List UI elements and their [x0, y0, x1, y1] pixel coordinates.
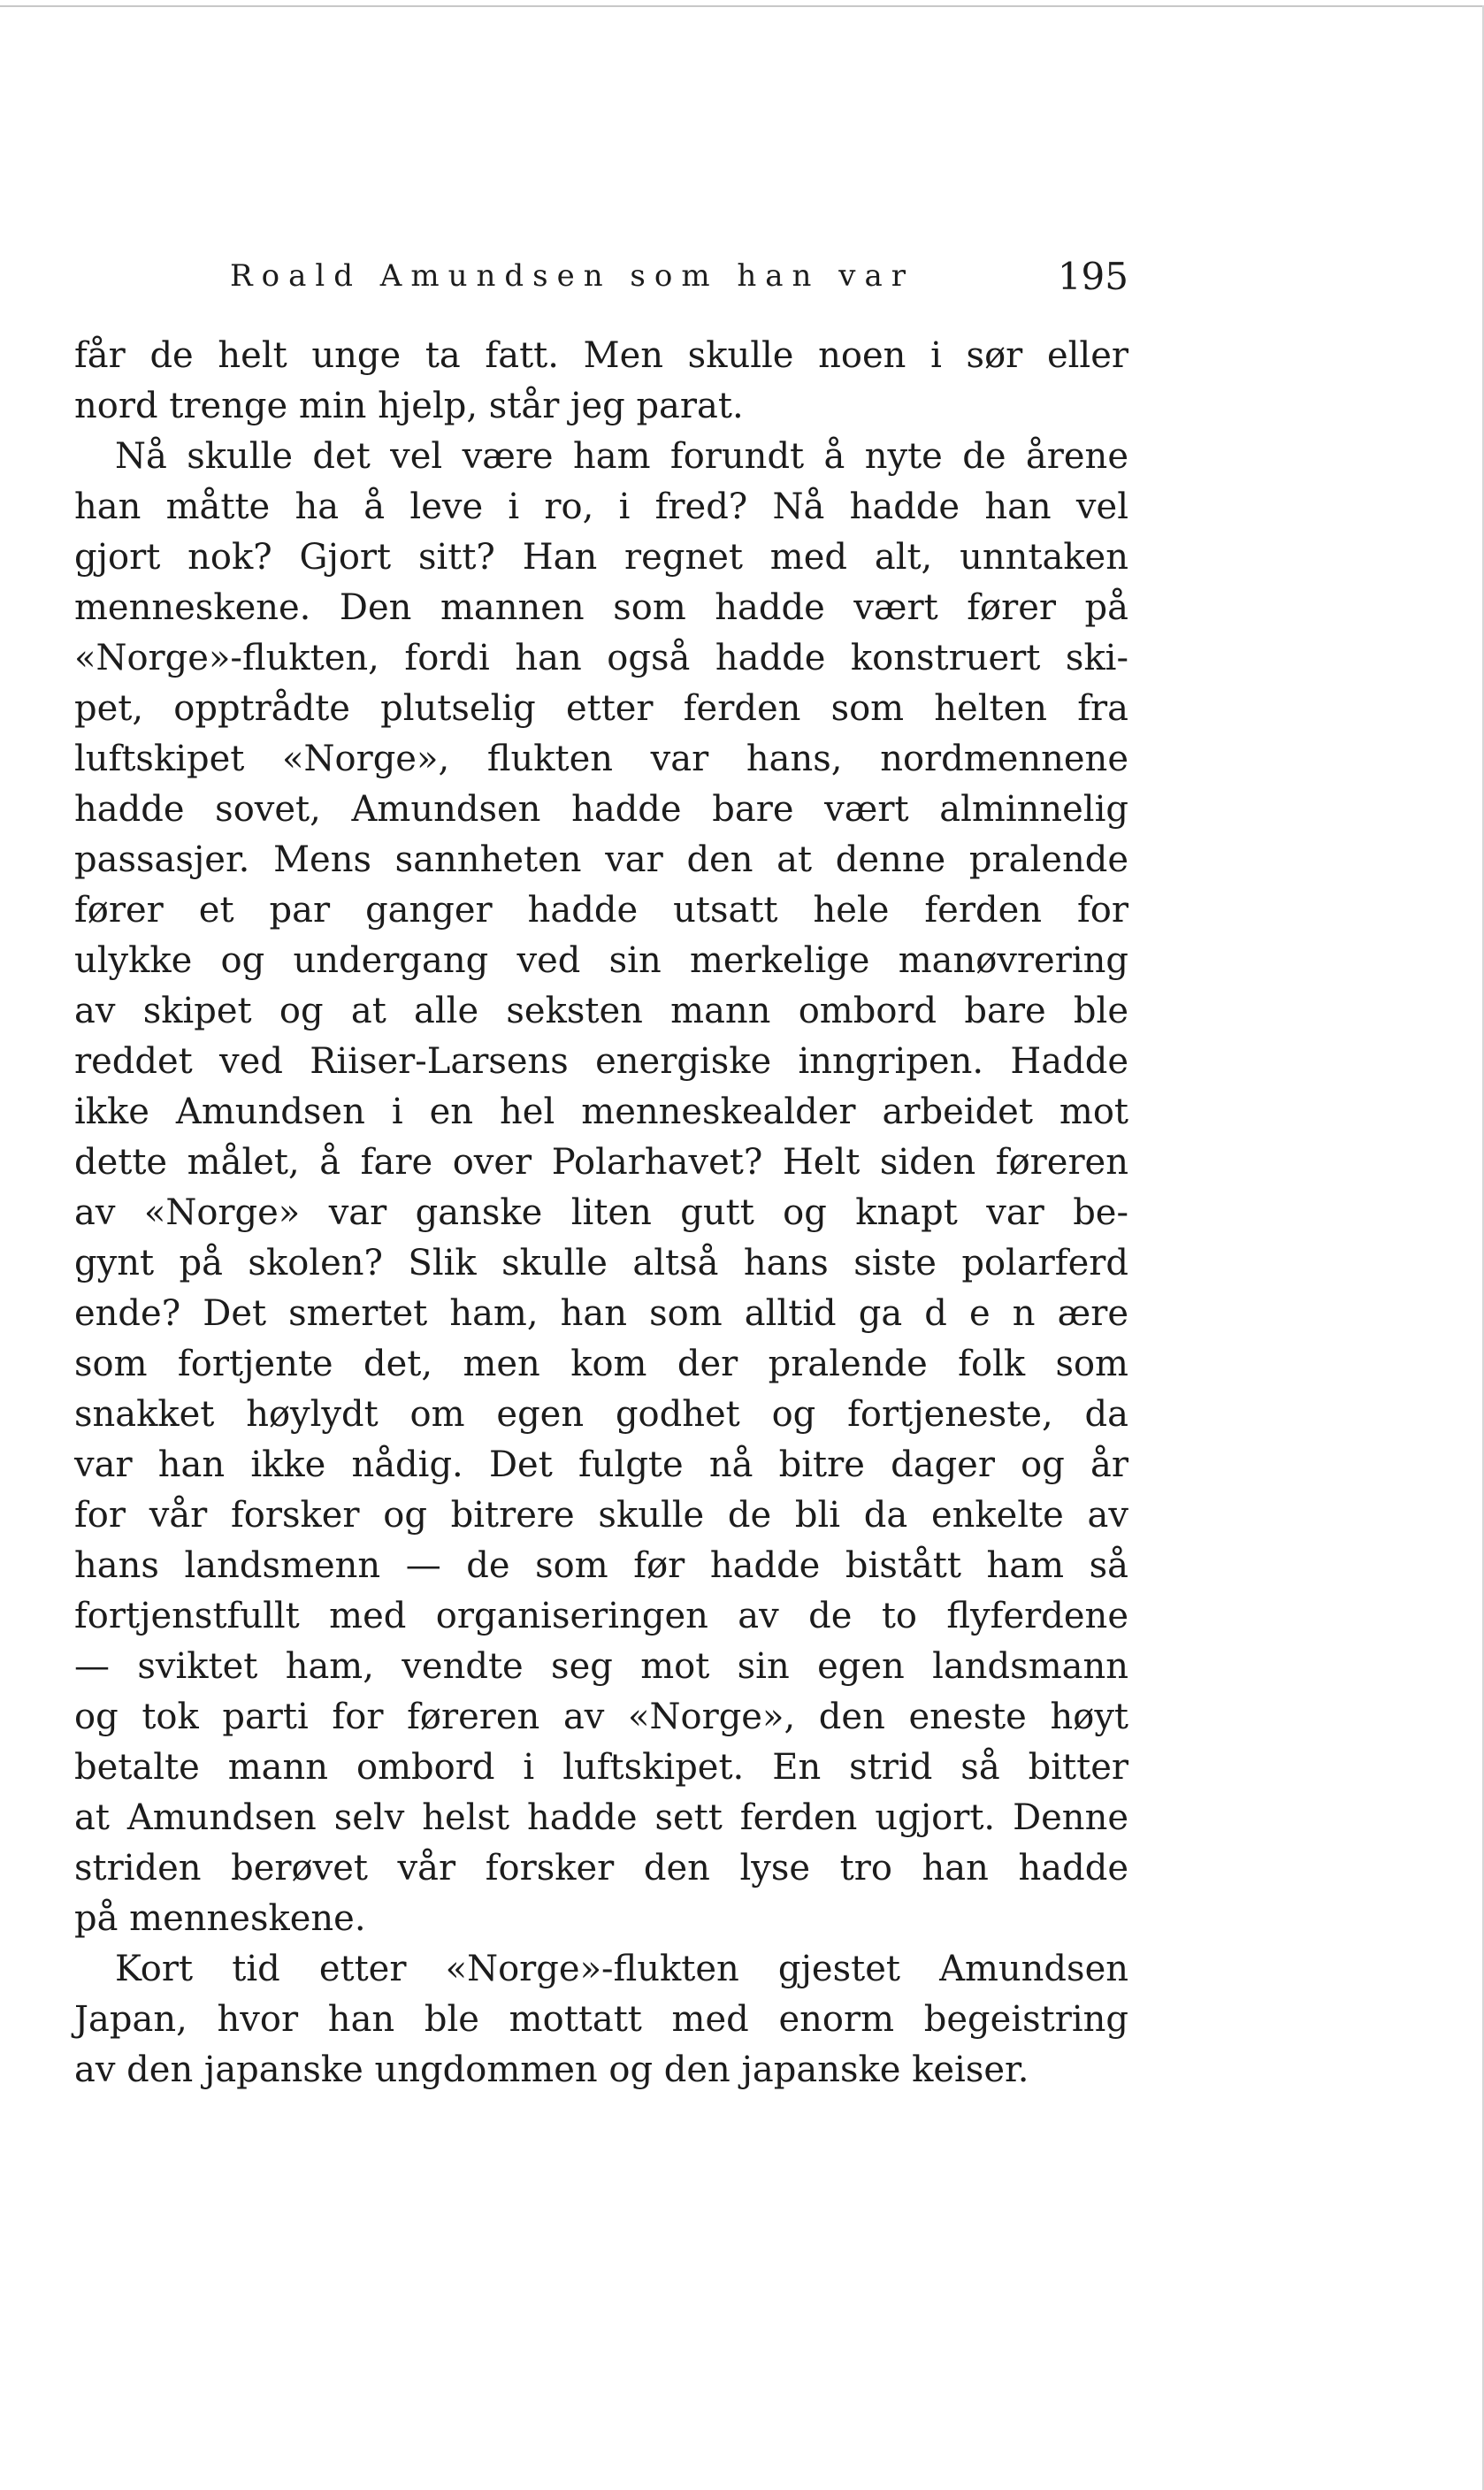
text-line: pet, opptrådte plutselig etter ferden som helten fra [74, 688, 1128, 729]
text-line: nord trenge min hjelp, står jeg parat. [74, 386, 744, 426]
text-line: får de helt unge ta fatt. Men skulle noen i sør eller [74, 335, 1128, 376]
text-line: passasjer. Mens sannheten var den at denne pralende [74, 839, 1128, 880]
text-line: — sviktet ham, vendte seg mot sin egen landsmann [74, 1646, 1128, 1687]
text-line: fører et par ganger hadde utsatt hele ferden for [74, 890, 1128, 931]
text-line: hans landsmenn — de som før hadde bistått ham så [74, 1545, 1128, 1586]
text-line: ende? Det smertet ham, han som alltid ga d e n ære [74, 1293, 1128, 1334]
text-line: var han ikke nådig. Det fulgte nå bitre dager og år [74, 1444, 1128, 1485]
text-line: striden berøvet vår forsker den lyse tro han hadde [74, 1848, 1128, 1889]
text-line: han måtte ha å leve i ro, i fred? Nå hadde han vel [74, 487, 1128, 527]
text-line: Kort tid etter «Norge»-flukten gjestet Amundsen [115, 1949, 1128, 1989]
page-number: 195 [1057, 255, 1128, 298]
text-line: av skipet og at alle seksten mann ombord bare ble [74, 991, 1128, 1031]
text-line: dette målet, å fare over Polarhavet? Helt siden føreren [74, 1142, 1128, 1183]
text-line: ikke Amundsen i en hel menneskealder arbeidet mot [74, 1092, 1128, 1132]
text-line: gjort nok? Gjort sitt? Han regnet med alt, unntaken [74, 537, 1128, 578]
text-line: Nå skulle det vel være ham forundt å nyte de årene [115, 436, 1128, 477]
text-line: for vår forsker og bitrere skulle de bli da enkelte av [74, 1495, 1128, 1536]
text-line: på menneskene. [74, 1898, 366, 1939]
text-line: gynt på skolen? Slik skulle altså hans siste polarferd [74, 1243, 1128, 1283]
running-title: Roald Amundsen som han var [230, 258, 914, 294]
text-line: betalte mann ombord i luftskipet. En strid så bitter [74, 1747, 1128, 1788]
text-line: hadde sovet, Amundsen hadde bare vært alminnelig [74, 789, 1128, 830]
text-line: av «Norge» var ganske liten gutt og knapt var be- [74, 1192, 1128, 1233]
text-line: av den japanske ungdommen og den japanske keiser. [74, 2049, 1029, 2090]
text-line: «Norge»-flukten, fordi han også hadde konstruert ski- [74, 638, 1128, 678]
text-line: luftskipet «Norge», flukten var hans, nordmennene [74, 739, 1128, 779]
text-line: reddet ved Riiser-Larsens energiske inngripen. Hadde [74, 1041, 1128, 1082]
text-line: at Amundsen selv helst hadde sett ferden ugjort. Denne [74, 1797, 1128, 1838]
body-text [74, 331, 1128, 2095]
text-line: snakket høylydt om egen godhet og fortjeneste, da [74, 1394, 1128, 1435]
text-line: og tok parti for føreren av «Norge», den eneste høyt [74, 1697, 1128, 1737]
text-line: Japan, hvor han ble mottatt med enorm begeistring [74, 1999, 1128, 2040]
text-line: som fortjente det, men kom der pralende folk som [74, 1344, 1128, 1384]
page-top-edge [0, 5, 1484, 7]
text-line: fortjenstfullt med organiseringen av de to flyferdene [74, 1596, 1128, 1636]
page-header [74, 249, 1128, 303]
text-line: menneskene. Den mannen som hadde vært fører på [74, 587, 1128, 628]
text-line: ulykke og undergang ved sin merkelige manøvrering [74, 940, 1128, 981]
